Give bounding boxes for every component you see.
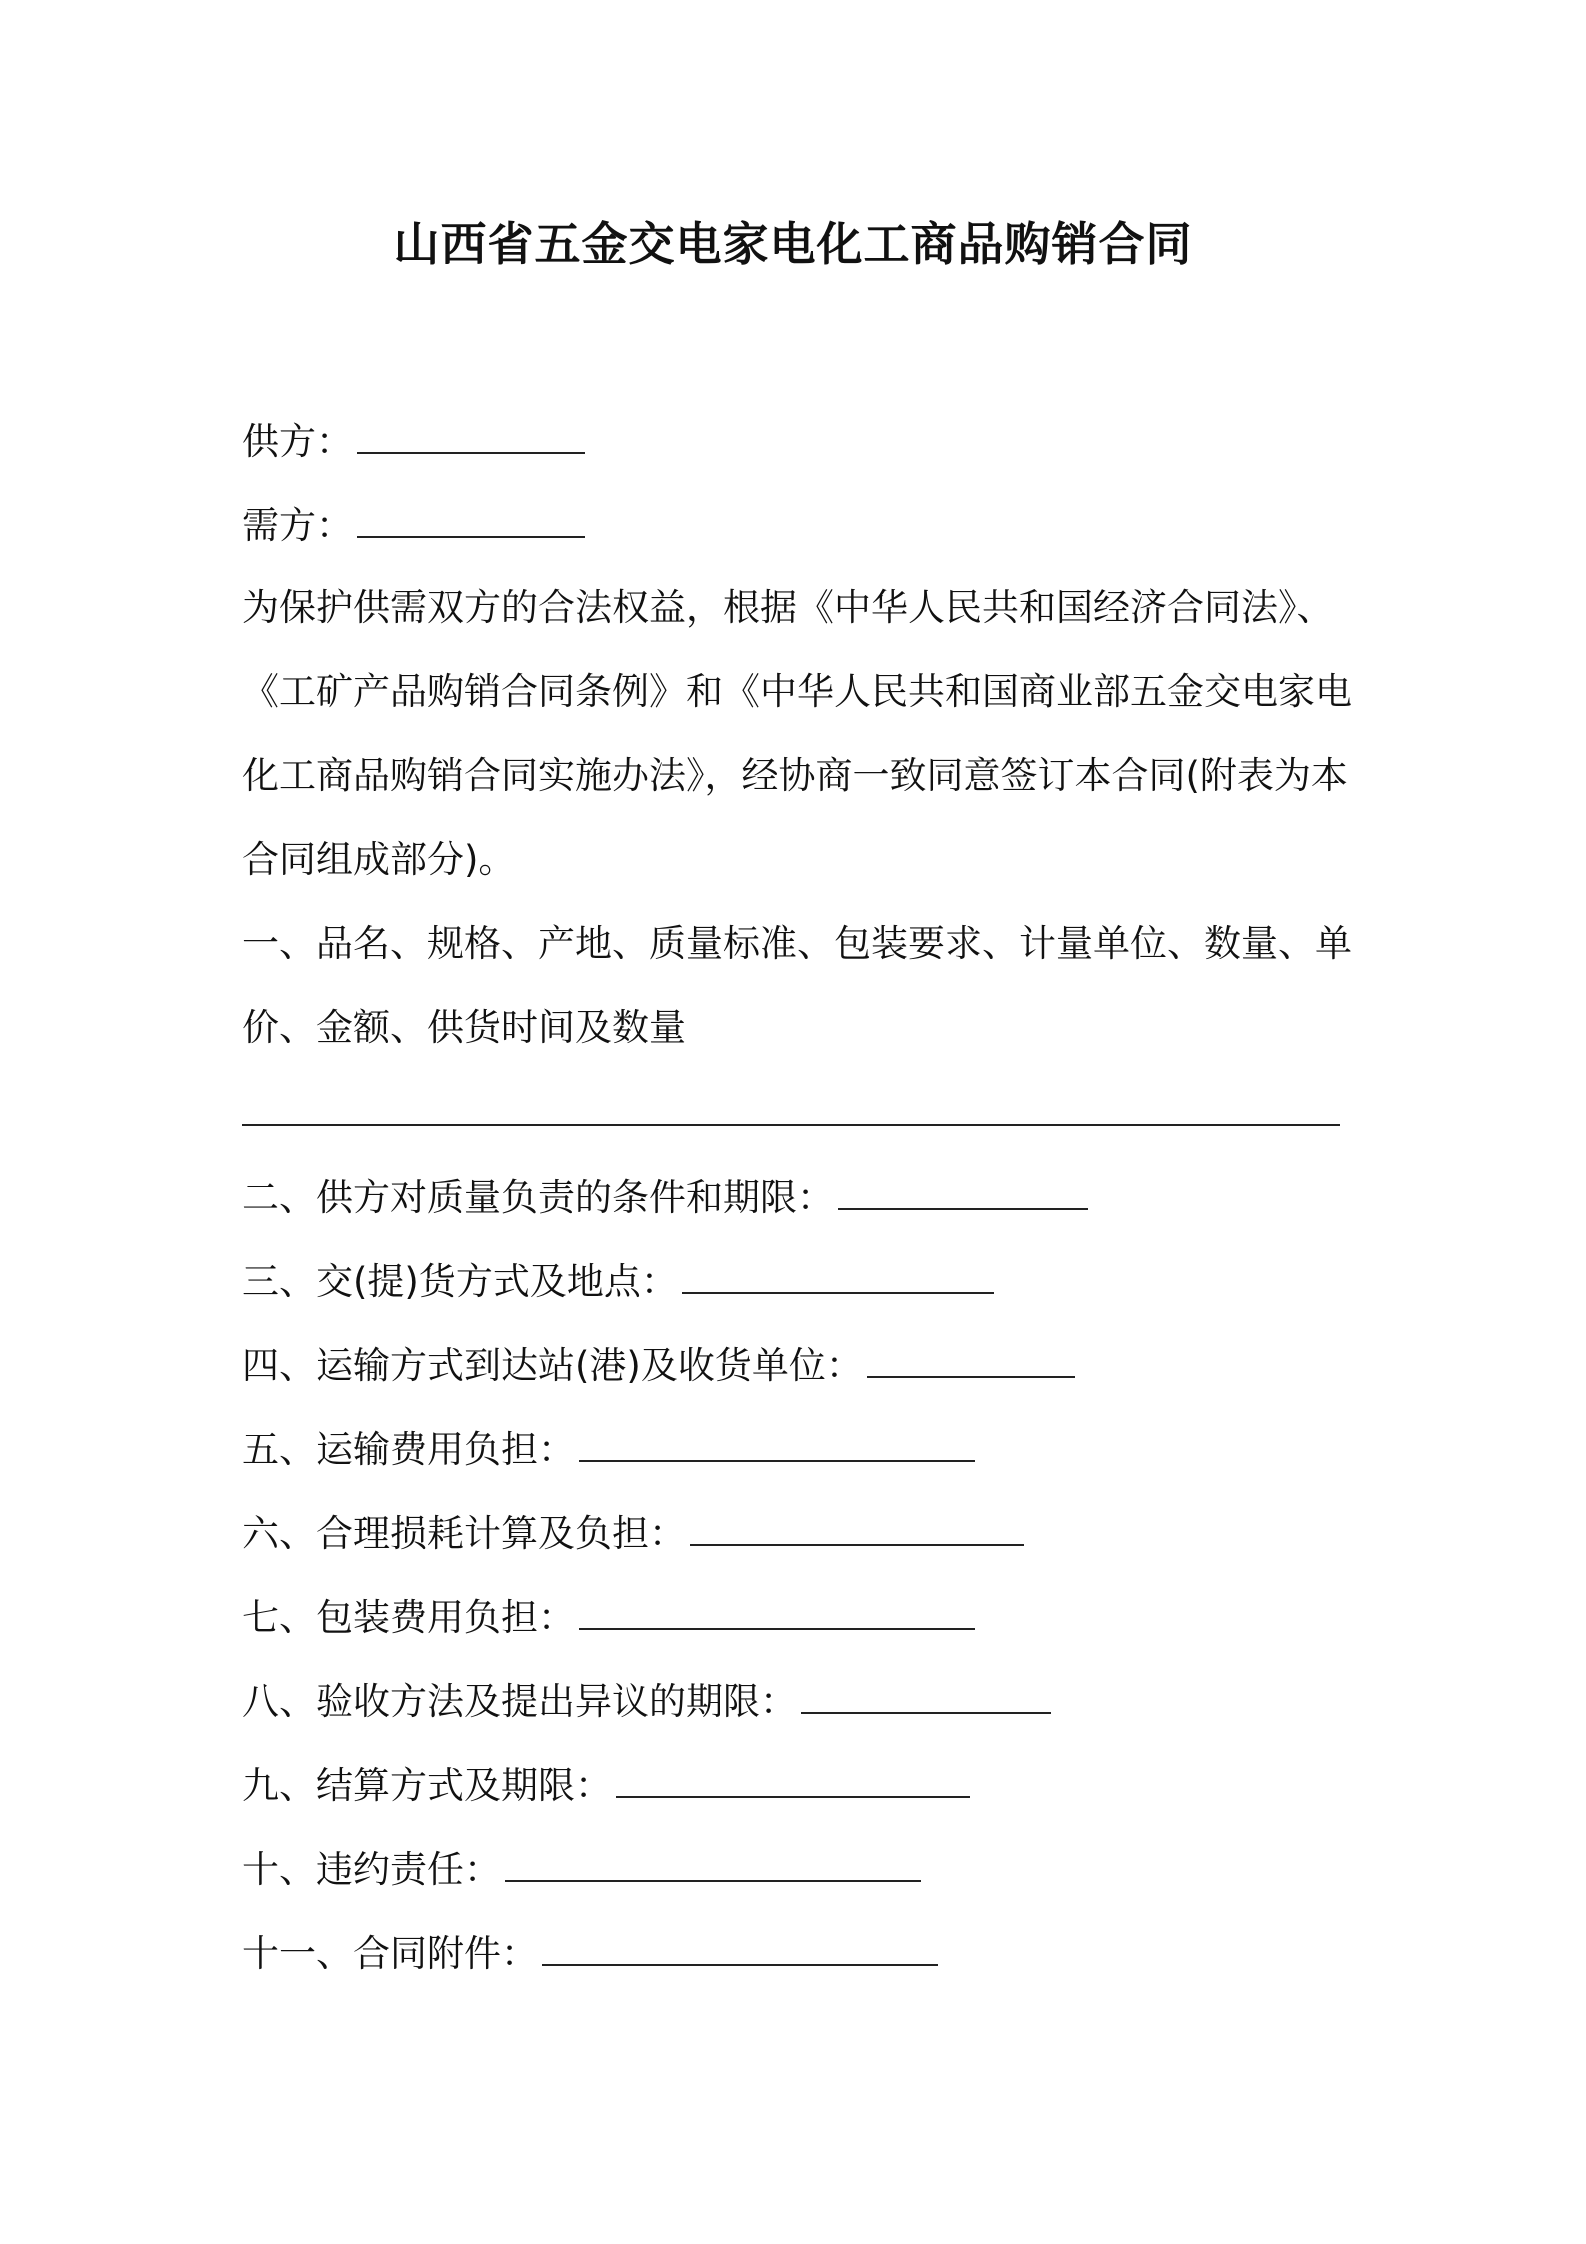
clause-1-line: 一、品名、规格、产地、质量标准、包装要求、计量单位、数量、单 bbox=[242, 922, 1352, 965]
clause-8-blank[interactable] bbox=[801, 1672, 1051, 1714]
clause-11-blank[interactable] bbox=[542, 1924, 938, 1966]
clause-5-label: 五、运输费用负担： bbox=[242, 1428, 575, 1471]
clause-4-label: 四、运输方式到达站(港)及收货单位： bbox=[242, 1344, 863, 1387]
clause-4-line bbox=[242, 1336, 1075, 1394]
clause-9-label: 九、结算方式及期限： bbox=[242, 1764, 612, 1807]
clause-3-blank[interactable] bbox=[682, 1252, 994, 1294]
preamble-line: 合同组成部分)。 bbox=[242, 838, 516, 881]
clause-4-blank[interactable] bbox=[867, 1336, 1075, 1378]
clause-8-line bbox=[242, 1672, 1051, 1730]
clause-2-blank[interactable] bbox=[838, 1168, 1088, 1210]
clause-1-blank-line bbox=[242, 1084, 1340, 1142]
supplier-blank[interactable] bbox=[357, 412, 585, 454]
clause-3-line bbox=[242, 1252, 994, 1310]
clause-5-blank[interactable] bbox=[579, 1420, 975, 1462]
clause-11-label: 十一、合同附件： bbox=[242, 1932, 538, 1975]
document-title: 山西省五金交电家电化工商品购销合同 bbox=[393, 217, 1193, 271]
clause-8-label: 八、验收方法及提出异议的期限： bbox=[242, 1680, 797, 1723]
preamble-line: 为保护供需双方的合法权益，根据《中华人民共和国经济合同法》、 bbox=[242, 586, 1334, 629]
clause-1-line: 价、金额、供货时间及数量 bbox=[242, 1006, 686, 1049]
clause-6-label: 六、合理损耗计算及负担： bbox=[242, 1512, 686, 1555]
supplier-label: 供方： bbox=[242, 420, 353, 463]
clause-3-label: 三、交(提)货方式及地点： bbox=[242, 1260, 678, 1303]
buyer-line bbox=[242, 496, 585, 554]
buyer-label: 需方： bbox=[242, 504, 353, 547]
clause-6-line bbox=[242, 1504, 1024, 1562]
clause-11-line bbox=[242, 1924, 938, 1982]
clause-5-line bbox=[242, 1420, 975, 1478]
clause-2-line bbox=[242, 1168, 1088, 1226]
clause-9-line bbox=[242, 1756, 970, 1814]
clause-7-line bbox=[242, 1588, 975, 1646]
clause-7-label: 七、包装费用负担： bbox=[242, 1596, 575, 1639]
clause-10-label: 十、违约责任： bbox=[242, 1848, 501, 1891]
preamble-line: 化工商品购销合同实施办法》，经协商一致同意签订本合同(附表为本 bbox=[242, 754, 1348, 797]
clause-9-blank[interactable] bbox=[616, 1756, 970, 1798]
preamble-line: 《工矿产品购销合同条例》和《中华人民共和国商业部五金交电家电 bbox=[242, 670, 1352, 713]
clause-10-blank[interactable] bbox=[505, 1840, 921, 1882]
buyer-blank[interactable] bbox=[357, 496, 585, 538]
supplier-line bbox=[242, 412, 585, 470]
clause-1-blank[interactable] bbox=[242, 1084, 1340, 1126]
clause-7-blank[interactable] bbox=[579, 1588, 975, 1630]
clause-10-line bbox=[242, 1840, 921, 1898]
clause-2-label: 二、供方对质量负责的条件和期限： bbox=[242, 1176, 834, 1219]
clause-6-blank[interactable] bbox=[690, 1504, 1024, 1546]
